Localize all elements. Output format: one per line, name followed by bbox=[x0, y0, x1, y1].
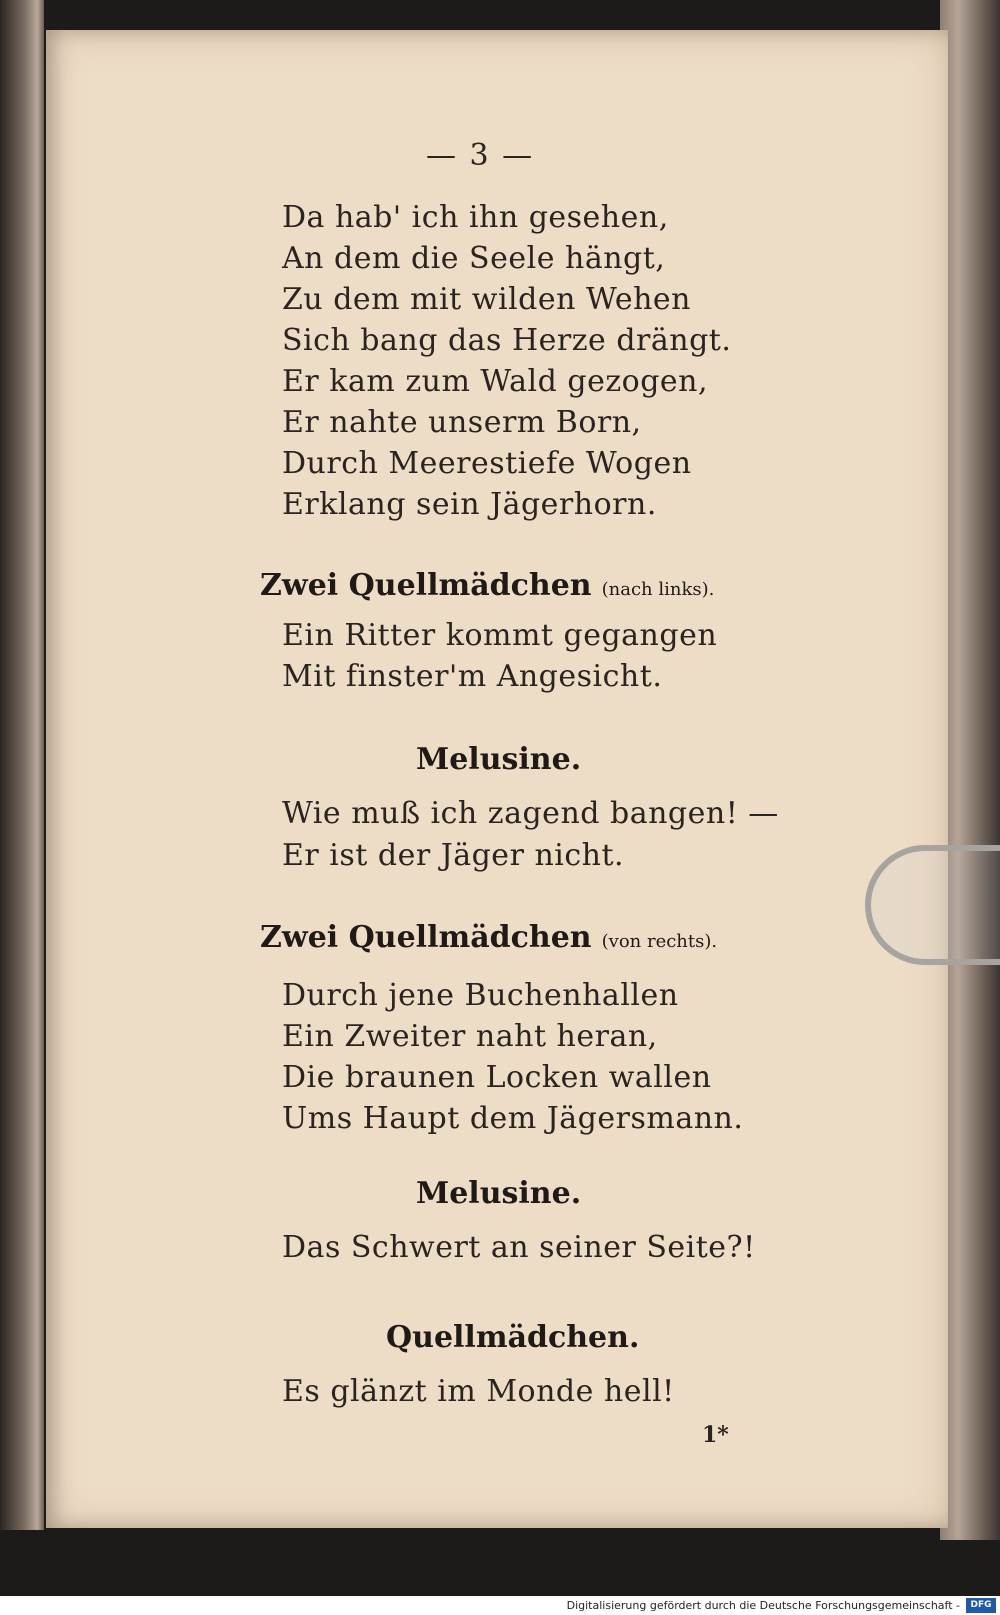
speaker-name: Zwei Quellmädchen bbox=[260, 920, 592, 955]
book-page bbox=[46, 30, 948, 1528]
verse-line: Sich bang das Herze drängt. bbox=[282, 323, 732, 358]
verse-line: Durch Meerestiefe Wogen bbox=[282, 446, 692, 481]
speaker-heading: Melusine. bbox=[416, 742, 582, 777]
verse-line: Ein Zweiter naht heran, bbox=[282, 1019, 658, 1054]
speaker-heading bbox=[260, 920, 717, 955]
footer-text: Digitalisierung gefördert durch die Deutsche Forschungsgemeinschaft - bbox=[566, 1599, 960, 1612]
signature-mark: 1* bbox=[702, 1422, 729, 1448]
speaker-heading bbox=[260, 568, 714, 603]
verse-line: An dem die Seele hängt, bbox=[282, 241, 666, 276]
speaker-heading: Melusine. bbox=[416, 1176, 582, 1211]
verse-line: Da hab' ich ihn gesehen, bbox=[282, 200, 669, 235]
book-cover-edge bbox=[940, 0, 1000, 1540]
speaker-name: Zwei Quellmädchen bbox=[260, 568, 592, 603]
verse-line: Er ist der Jäger nicht. bbox=[282, 838, 625, 873]
verse-line: Zu dem mit wilden Wehen bbox=[282, 282, 691, 317]
stage-direction: (nach links). bbox=[601, 579, 715, 600]
verse-line: Er kam zum Wald gezogen, bbox=[282, 364, 709, 399]
verse-line: Das Schwert an seiner Seite?! bbox=[282, 1230, 756, 1265]
verse-line: Es glänzt im Monde hell! bbox=[282, 1374, 675, 1409]
paper-clip bbox=[865, 845, 1000, 965]
page-number: — 3 — bbox=[426, 138, 535, 173]
verse-line: Er nahte unserm Born, bbox=[282, 405, 642, 440]
verse-line: Durch jene Buchenhallen bbox=[282, 978, 679, 1013]
verse-line: Ums Haupt dem Jägersmann. bbox=[282, 1101, 744, 1136]
stage-direction: (von rechts). bbox=[601, 931, 718, 952]
adjacent-page-edge bbox=[0, 0, 44, 1530]
dfg-logo-icon: DFG bbox=[966, 1598, 996, 1613]
verse-line: Ein Ritter kommt gegangen bbox=[282, 618, 718, 653]
speaker-heading: Quellmädchen. bbox=[386, 1320, 640, 1355]
verse-line: Erklang sein Jägerhorn. bbox=[282, 487, 657, 522]
verse-line: Wie muß ich zagend bangen! — bbox=[282, 796, 779, 831]
digitization-footer bbox=[0, 1596, 1000, 1615]
verse-line: Die braunen Locken wallen bbox=[282, 1060, 712, 1095]
verse-line: Mit finster'm Angesicht. bbox=[282, 659, 663, 694]
